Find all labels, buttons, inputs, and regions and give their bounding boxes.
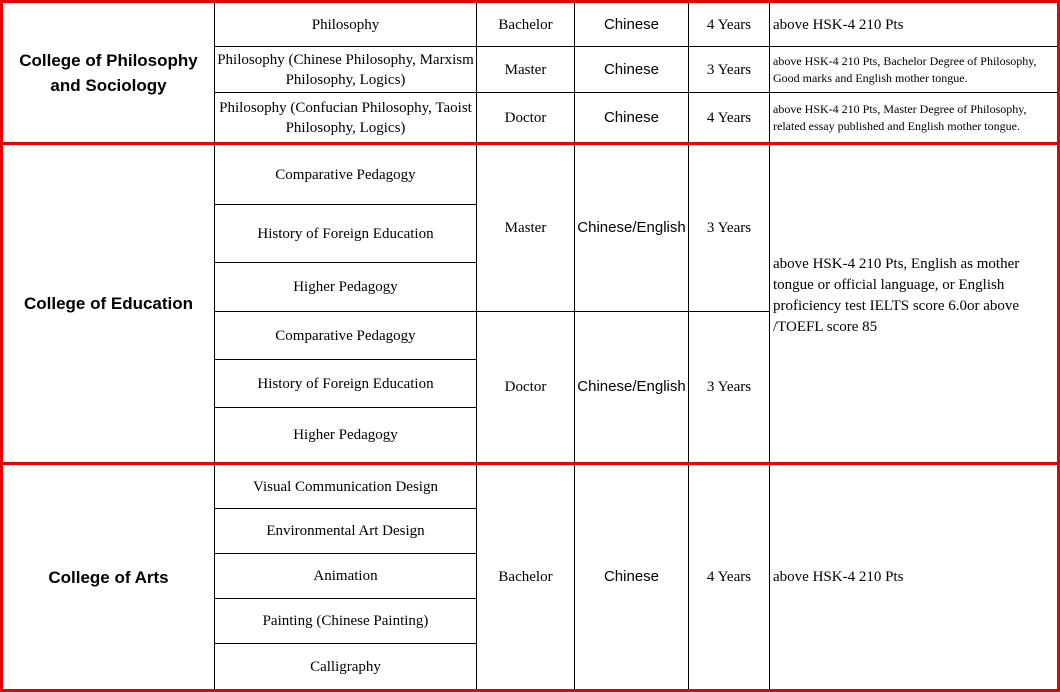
duration-cell: 3 Years: [706, 220, 752, 236]
major-cell: Higher Pedagogy: [293, 279, 398, 295]
language-cell: Chinese: [603, 108, 660, 126]
major-cell: Higher Pedagogy: [293, 427, 398, 443]
duration-cell: 4 Years: [706, 16, 752, 33]
degree-cell: Bachelor: [498, 16, 553, 33]
college-name: College of Education: [23, 294, 194, 313]
major-cell: Philosophy (Chinese Philosophy, Marxism Philosophy, Logics): [217, 51, 474, 88]
major-cell: Philosophy (Confucian Philosophy, Taoist Philosophy, Logics): [219, 99, 472, 136]
requirement-cell: above HSK-4 210 Pts: [773, 16, 904, 33]
language-cell: Chinese/English: [577, 219, 686, 236]
requirement-cell: above HSK-4 210 Pts: [773, 569, 904, 585]
language-cell: Chinese: [603, 15, 660, 33]
college-name: College of Arts: [48, 567, 169, 587]
major-cell: Environmental Art Design: [266, 523, 425, 539]
degree-cell: Master: [504, 61, 547, 78]
major-cell: Painting (Chinese Painting): [262, 613, 429, 629]
major-cell: History of Foreign Education: [257, 375, 434, 392]
major-cell: Calligraphy: [310, 658, 381, 675]
requirement-cell: above HSK-4 210 Pts, Master Degree of Philosophy, related essay published and English mother tongue.: [773, 101, 1027, 133]
duration-cell: 4 Years: [706, 569, 752, 585]
language-cell: Chinese: [603, 568, 660, 585]
major-cell: Visual Communication Design: [253, 478, 438, 495]
duration-cell: 4 Years: [706, 109, 752, 126]
language-cell: Chinese: [603, 60, 660, 78]
language-cell: Chinese/English: [577, 378, 686, 395]
duration-cell: 3 Years: [706, 61, 752, 78]
major-cell: History of Foreign Education: [257, 225, 434, 242]
degree-cell: Doctor: [504, 379, 547, 395]
major-cell: Philosophy: [311, 16, 380, 33]
requirement-cell: above HSK-4 210 Pts, English as mother tongue or official language, or English proficiency test IELTS score 6.0or above /TOEFL score 85: [773, 256, 1020, 335]
major-cell: Comparative Pedagogy: [275, 327, 416, 344]
degree-cell: Bachelor: [498, 569, 553, 585]
degree-cell: Master: [504, 220, 547, 236]
degree-cell: Doctor: [504, 109, 547, 126]
major-cell: Comparative Pedagogy: [275, 166, 416, 183]
major-cell: Animation: [313, 568, 378, 584]
college-name: College of Philosophy and Sociology: [19, 50, 198, 95]
requirement-cell: above HSK-4 210 Pts, Bachelor Degree of Philosophy, Good marks and English mother tongue.: [773, 53, 1037, 85]
duration-cell: 3 Years: [706, 379, 752, 395]
